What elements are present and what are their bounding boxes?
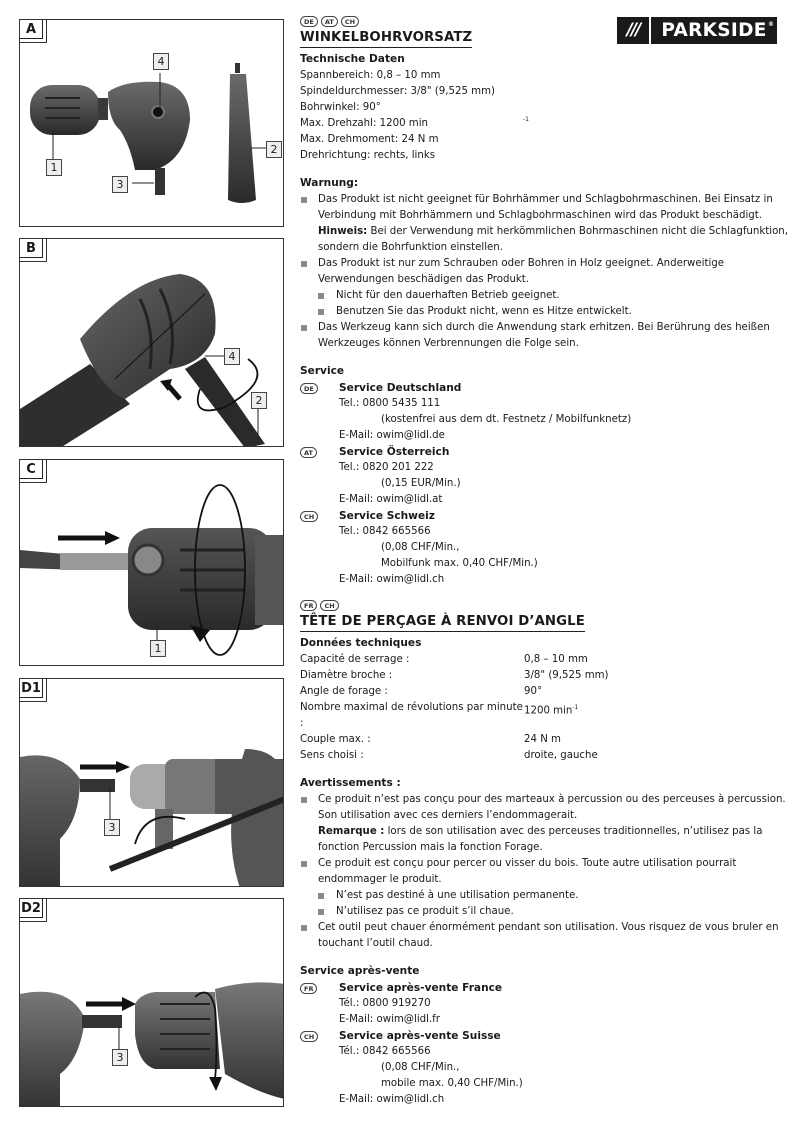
flag-ch: CH [341, 16, 359, 27]
figure-b [19, 238, 284, 447]
warning-heading-de: Warnung: [300, 177, 359, 189]
flag-fr: FR [300, 600, 317, 611]
tech-value: 24 N m [524, 734, 561, 745]
tech-line: Bohrwinkel: 90° [300, 102, 381, 113]
tech-heading-fr: Données techniques [300, 637, 422, 649]
callout-1: 1 [46, 159, 62, 176]
angle-drill-attachment-illustration [20, 20, 284, 227]
callout-2: 2 [251, 392, 267, 409]
service-entry-at [300, 444, 790, 508]
mounting-wrench-illustration [20, 239, 284, 447]
service-tel: Tel.: 0800 5435 111 [339, 398, 441, 409]
service-name: Service après-vente Suisse [339, 1030, 501, 1042]
service-tel: Tél.: 0800 919270 [339, 998, 431, 1009]
service-tel: Tel.: 0842 665566 [339, 526, 431, 537]
logo-brand: PARKSIDE [661, 20, 767, 41]
warning-item: Ce produit est conçu pour percer ou visser du bois. Toute autre utilisation pourrait endommager le produit. [300, 856, 790, 888]
warning-item: Das Werkzeug kann sich durch die Anwendung stark erhitzen. Bei Berührung des heißen Werkzeuges können Verbrennungen die Folge sein. [300, 320, 790, 352]
figure-label: B [19, 238, 43, 258]
warning-subitem: N’est pas destiné à une utilisation permanente. [300, 888, 790, 904]
figure-d1 [19, 678, 284, 887]
warning-subitem: N’utilisez pas ce produit s’il chaue. [300, 904, 790, 920]
service-email: E-Mail: owim@lidl.fr [339, 1014, 440, 1025]
flag-fr: FR [300, 983, 317, 994]
warning-subitem: Benutzen Sie das Produkt nicht, wenn es Hitze entwickelt. [300, 304, 790, 320]
figure-label: C [19, 459, 43, 479]
service-email: E-Mail: owim@lidl.ch [339, 1094, 445, 1105]
figure-c [19, 459, 284, 666]
flag-ch: CH [300, 1031, 318, 1042]
language-flags-fr [300, 600, 790, 612]
service-note: Mobilfunk max. 0,40 CHF/Min.) [381, 558, 538, 569]
tech-line: Max. Drehzahl: 1200 min [300, 118, 428, 129]
warning-heading-fr: Avertissements : [300, 777, 401, 789]
figure-d2 [19, 898, 284, 1107]
tech-line: Spannbereich: 0,8 – 10 mm [300, 70, 441, 81]
flag-at: AT [321, 16, 338, 27]
service-entry-ch [300, 508, 790, 588]
service-entry-fr [300, 980, 790, 1028]
service-entry-de [300, 380, 790, 444]
tech-value: 0,8 – 10 mm [524, 654, 588, 665]
service-email: E-Mail: owim@lidl.at [339, 494, 443, 505]
tech-value: droite, gauche [524, 750, 598, 761]
warning-item: Das Produkt ist nur zum Schrauben oder Bohren in Holz geeignet. Anderweitige Verwendungen beschädigen das Produkt. [300, 256, 790, 288]
tech-label: Sens choisi : [300, 750, 364, 761]
service-heading-de: Service [300, 365, 345, 377]
callout-4: 4 [224, 348, 240, 365]
warning-item: Cet outil peut chauer énormément pendant son utilisation. Vous risquez de vous bruler en touchant l’outil chaud. [300, 920, 790, 952]
section-title-de: WINKELBOHRVORSATZ [300, 29, 472, 48]
note-label: Remarque : [318, 826, 385, 837]
logo-registered-mark: ® [768, 21, 774, 28]
note-label: Hinweis: [318, 226, 368, 237]
figure-label: A [19, 19, 43, 39]
service-email: E-Mail: owim@lidl.ch [339, 574, 445, 585]
superscript: -1 [523, 116, 529, 123]
tech-label: Capacité de serrage : [300, 654, 410, 665]
tech-label: Diamètre broche : [300, 670, 393, 681]
callout-3: 3 [104, 819, 120, 836]
tech-heading-de: Technische Daten [300, 53, 405, 65]
tech-line: Max. Drehmoment: 24 N m [300, 134, 439, 145]
tech-label: Angle de forage : [300, 686, 388, 697]
flag-ch: CH [320, 600, 338, 611]
figure-label: D2 [19, 898, 43, 918]
service-name: Service Deutschland [339, 382, 462, 394]
tech-line-rpm [300, 116, 790, 132]
callout-2: 2 [266, 141, 282, 158]
attach-to-keyless-chuck-illustration [20, 899, 284, 1107]
logo-slashes: /// [617, 17, 651, 44]
language-flags-de [300, 16, 790, 28]
warning-list-fr [300, 792, 790, 952]
service-tel: Tel.: 0820 201 222 [339, 462, 434, 473]
service-note: (kostenfrei aus dem dt. Festnetz / Mobilfunknetz) [381, 414, 632, 425]
callout-3: 3 [112, 1049, 128, 1066]
service-note: (0,08 CHF/Min., [381, 542, 460, 553]
warning-item: Das Produkt ist nicht geeignet für Bohrhämmer und Schlagbohrmaschinen. Bei Einsatz in Verbindung mit Bohrhämmern und Schlagbohrmaschinen wird das Produkt beschädigt. Hinweis: Bei der Verwendung mit herkömmlichen Bohrmaschinen nicht die Schlagfunktion, sondern die Bohrfunktion einstellen. [300, 192, 790, 256]
tech-value: 3/8" (9,525 mm) [524, 670, 609, 681]
warning-list-de [300, 192, 790, 352]
service-name: Service Österreich [339, 446, 450, 458]
insert-drill-bit-illustration [20, 460, 284, 666]
service-heading-fr: Service après-vente [300, 965, 420, 977]
figure-a [19, 19, 284, 227]
warning-item: Ce produit n’est pas conçu pour des marteaux à percussion ou des perceuses à percussion. Son utilisation avec ces derniers l’endommagerait. Remarque : lors de son utilisation avec des perceuses traditionnelles, n’utilisez pas la fonction Percussion mais la fonction Forage. [300, 792, 790, 856]
callout-4: 4 [153, 53, 169, 70]
service-name: Service Schweiz [339, 510, 435, 522]
service-entry-ch [300, 1028, 790, 1108]
callout-3: 3 [112, 176, 128, 193]
tech-value-rpm: 1200 $\min^{-1}$ [524, 704, 579, 717]
service-note: (0,08 CHF/Min., [381, 1062, 460, 1073]
tech-table-fr [300, 652, 790, 764]
callout-1: 1 [150, 640, 166, 657]
service-note: (0,15 EUR/Min.) [381, 478, 461, 489]
warning-subitem: Nicht für den dauerhaften Betrieb geeignet. [300, 288, 790, 304]
tech-line: Drehrichtung: rechts, links [300, 150, 436, 161]
flag-de: DE [300, 16, 318, 27]
flag-ch: CH [300, 511, 318, 522]
tech-label: Couple max. : [300, 734, 371, 745]
tech-label: Nombre maximal de révolutions par minute : [300, 702, 523, 729]
figure-label: D1 [19, 678, 43, 698]
text-column [300, 16, 790, 1108]
section-title-fr: TÊTE DE PERÇAGE À RENVOI D’ANGLE [300, 613, 585, 632]
service-name: Service après-vente France [339, 982, 503, 994]
service-tel: Tél.: 0842 665566 [339, 1046, 431, 1057]
flag-de: DE [300, 383, 318, 394]
flag-at: AT [300, 447, 317, 458]
tech-line: Spindeldurchmesser: 3/8" (9,525 mm) [300, 86, 496, 97]
tech-value: 90° [524, 686, 543, 697]
attach-to-keyed-chuck-illustration [20, 679, 284, 887]
service-note: mobile max. 0,40 CHF/Min.) [381, 1078, 523, 1089]
superscript: -1 [572, 704, 579, 711]
service-email: E-Mail: owim@lidl.de [339, 430, 445, 441]
